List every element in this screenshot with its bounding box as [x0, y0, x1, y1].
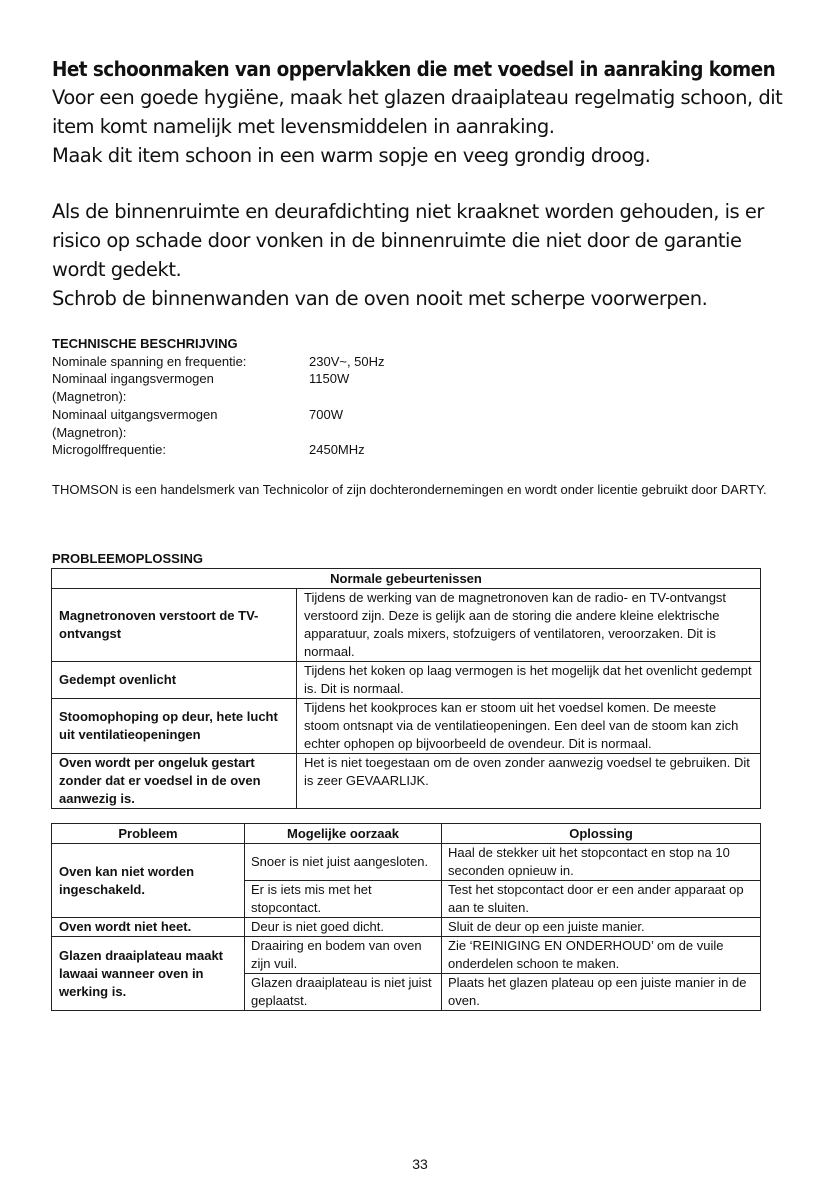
spec-value: 1150W	[309, 371, 350, 387]
normal-events-header: Normale gebeurtenissen	[52, 569, 761, 589]
table-row	[52, 918, 761, 937]
table-row	[52, 589, 761, 662]
table-row	[52, 662, 761, 699]
explanation-cell: Het is niet toegestaan om de oven zonder aanwezig voedsel te gebruiken. Dit is zeer GEVAARLIJK.	[297, 754, 761, 809]
spec-row	[52, 441, 772, 459]
table-row	[52, 844, 761, 881]
cause-header: Mogelijke oorzaak	[245, 824, 442, 844]
paragraph: Voor een goede hygiëne, maak het glazen draaiplateau regelmatig schoon, dit item komt namelijk met levensmiddelen in aanraking.	[52, 86, 783, 138]
solution-cell: Sluit de deur op een juiste manier.	[442, 918, 761, 937]
spec-value: 230V~, 50Hz	[309, 353, 385, 369]
symptom-cell: Oven wordt per ongeluk gestart zonder dat er voedsel in de oven aanwezig is.	[52, 754, 297, 809]
symptom-cell: Magnetronoven verstoort de TV-ontvangst	[52, 589, 297, 662]
paragraph: Maak dit item schoon in een warm sopje en veeg grondig droog.	[52, 144, 651, 167]
tech-title: TECHNISCHE BESCHRIJVING	[52, 336, 238, 351]
cause-cell: Draairing en bodem van oven zijn vuil.	[245, 937, 442, 974]
symptom-cell: Stoomophoping op deur, hete lucht uit ventilatieopeningen	[52, 699, 297, 754]
solution-cell: Plaats het glazen plateau op een juiste manier in de oven.	[442, 974, 761, 1011]
page-number: 33	[412, 1156, 428, 1172]
normal-events-table	[51, 568, 761, 809]
spec-label: (Magnetron):	[52, 389, 127, 405]
spec-row	[52, 388, 772, 406]
troubleshooting-title: PROBLEEMOPLOSSING	[52, 551, 203, 566]
explanation-cell: Tijdens de werking van de magnetronoven kan de radio- en TV-ontvangst verstoord zijn. Deze is gelijk aan de storing die andere kleine elektrische apparatuur, zoals mixers, stofzuigers of ventilatoren, veroorzaken. Dit is normaal.	[297, 589, 761, 662]
problem-header: Probleem	[52, 824, 245, 844]
spec-label: Nominale spanning en frequentie:	[52, 353, 247, 369]
spec-value: 2450MHz	[309, 442, 365, 458]
solution-cell: Zie ‘REINIGING EN ONDERHOUD’ om de vuile onderdelen schoon te maken.	[442, 937, 761, 974]
cause-cell: Deur is niet goed dicht.	[245, 918, 442, 937]
cause-cell: Glazen draaiplateau is niet juist geplaatst.	[245, 974, 442, 1011]
solution-cell: Test het stopcontact door er een ander apparaat op aan te sluiten.	[442, 881, 761, 918]
cause-cell: Snoer is niet juist aangesloten.	[245, 844, 442, 881]
spec-label: Nominaal uitgangsvermogen	[52, 406, 218, 422]
spec-row	[52, 370, 772, 388]
problems-table	[51, 823, 761, 1011]
problem-cell: Oven wordt niet heet.	[52, 918, 245, 937]
spec-row	[52, 406, 772, 424]
spec-row	[52, 424, 772, 442]
explanation-cell: Tijdens het koken op laag vermogen is het mogelijk dat het ovenlicht gedempt is. Dit is normaal.	[297, 662, 761, 699]
table-row	[52, 699, 761, 754]
technical-description	[52, 335, 772, 459]
paragraph: Als de binnenruimte en deurafdichting niet kraaknet worden gehouden, is er risico op schade door vonken in de binnenruimte die niet door de garantie wordt gedekt.	[52, 200, 764, 281]
table-row	[52, 754, 761, 809]
trademark-notice: THOMSON is een handelsmerk van Technicolor of zijn dochterondernemingen en wordt onder licentie gebruikt door DARTY.	[52, 482, 767, 497]
symptom-cell: Gedempt ovenlicht	[52, 662, 297, 699]
spec-label: Nominaal ingangsvermogen	[52, 371, 214, 387]
problem-cell: Glazen draaiplateau maakt lawaai wanneer oven in werking is.	[52, 937, 245, 1011]
section-heading: Het schoonmaken van oppervlakken die met voedsel in aanraking komen	[52, 57, 776, 81]
cleaning-section	[52, 56, 792, 313]
paragraph: Schrob de binnenwanden van de oven nooit met scherpe voorwerpen.	[52, 287, 708, 310]
table-row	[52, 937, 761, 974]
solution-header: Oplossing	[442, 824, 761, 844]
cause-cell: Er is iets mis met het stopcontact.	[245, 881, 442, 918]
problem-cell: Oven kan niet worden ingeschakeld.	[52, 844, 245, 918]
explanation-cell: Tijdens het kookproces kan er stoom uit het voedsel komen. De meeste stoom ontsnapt via de ventilatieopeningen. Een deel van de stoom kan zich echter ophopen op bijvoorbeeld de ovendeur. Dit is normaal.	[297, 699, 761, 754]
spec-value: 700W	[309, 406, 343, 422]
solution-cell: Haal de stekker uit het stopcontact en stop na 10 seconden opnieuw in.	[442, 844, 761, 881]
spec-label: (Magnetron):	[52, 424, 127, 440]
spec-label: Microgolffrequentie:	[52, 442, 166, 458]
spec-row	[52, 353, 772, 371]
